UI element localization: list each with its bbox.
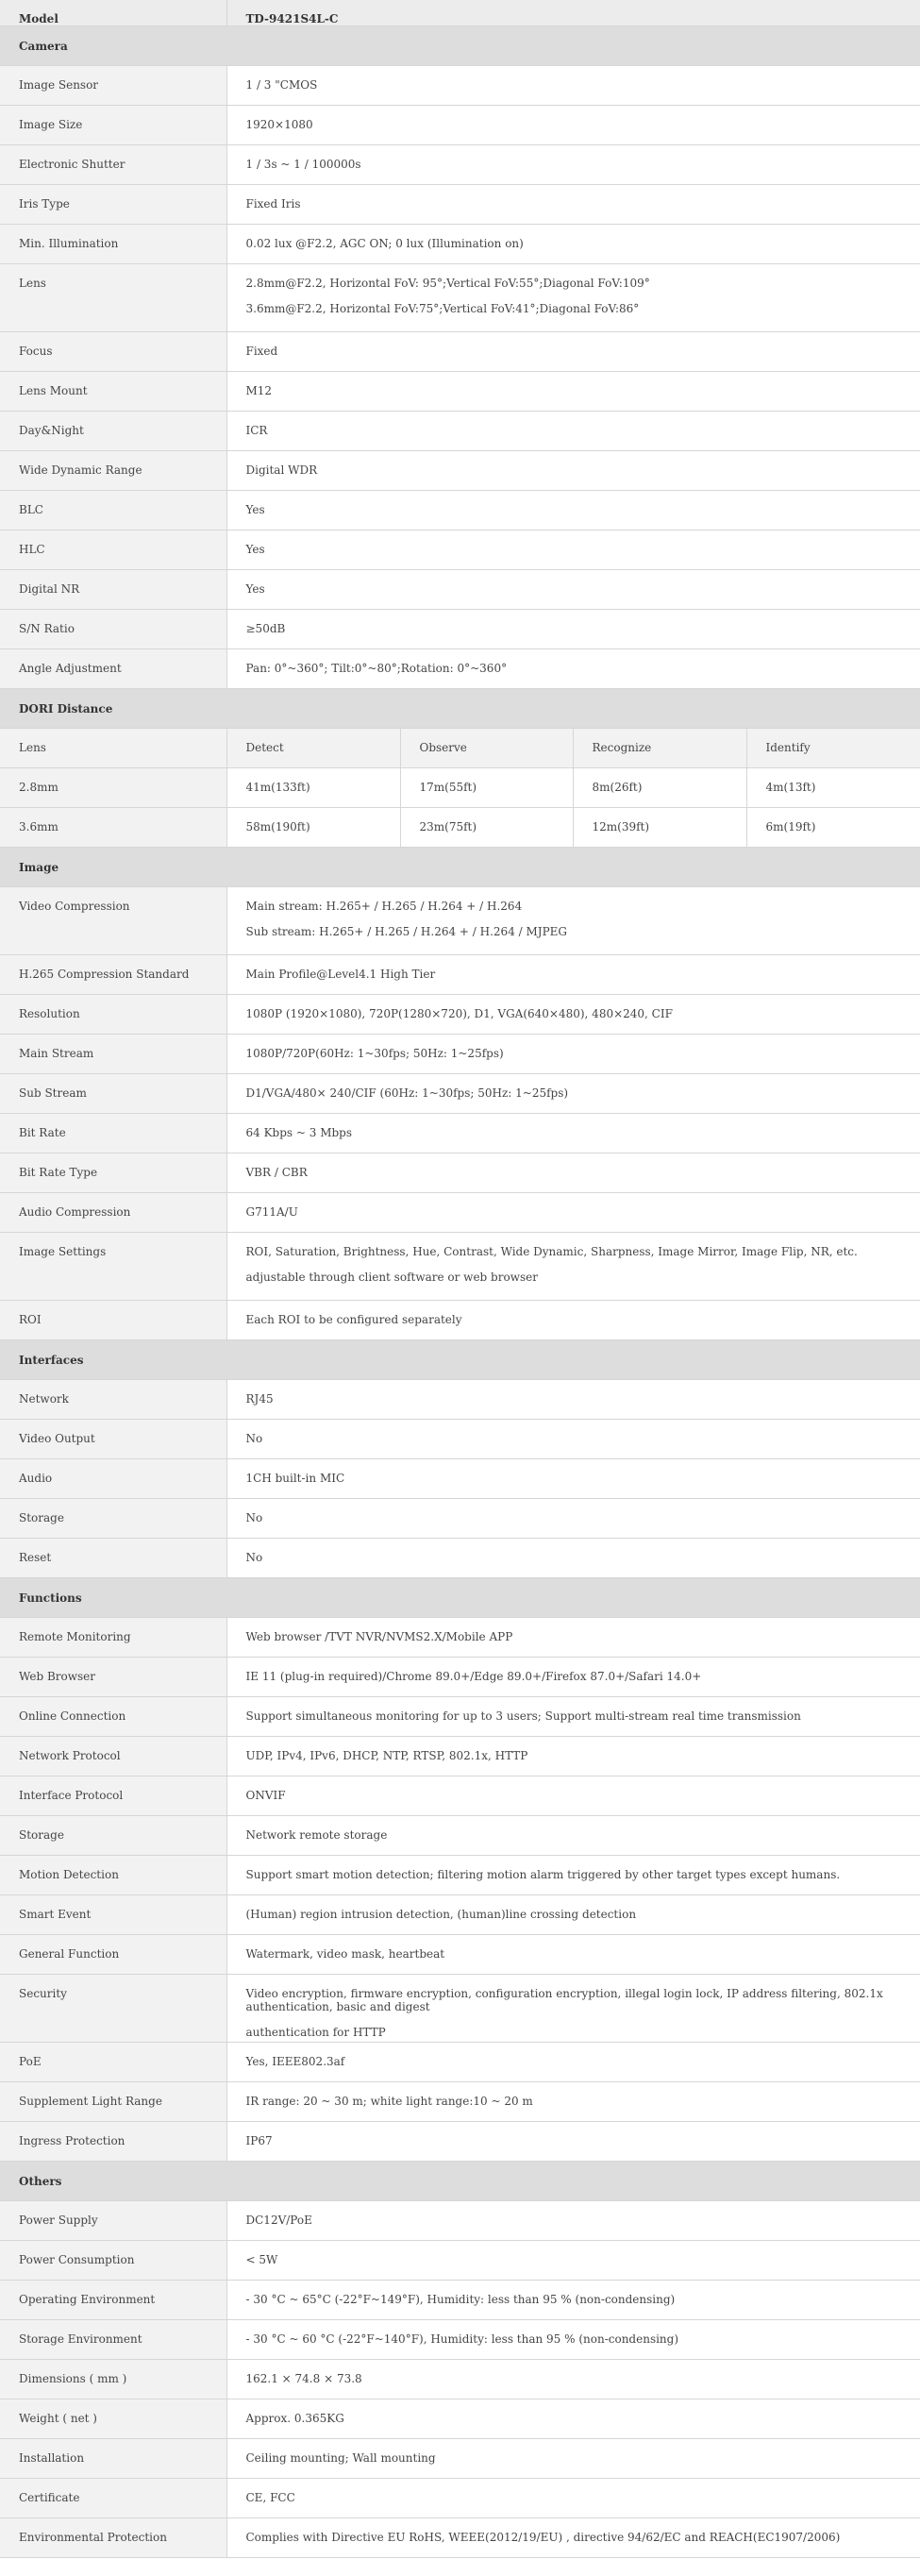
spec-value-line: Watermark, video mask, heartbeat: [245, 1947, 445, 1961]
spec-value: [226, 2320, 920, 2360]
model-value: TD-9421S4L-C: [226, 0, 920, 26]
spec-label: Lens Mount: [0, 372, 226, 412]
spec-row: [0, 887, 920, 955]
section-header-dori: [0, 689, 920, 729]
spec-row: [0, 1658, 920, 1697]
spec-row: [0, 1035, 920, 1074]
spec-row: [0, 1697, 920, 1737]
spec-row: [0, 2241, 920, 2281]
spec-value-line: IP67: [245, 2134, 273, 2147]
spec-value: [226, 995, 920, 1035]
spec-value: [226, 1499, 920, 1539]
spec-label: Network Protocol: [0, 1737, 226, 1776]
spec-label: Environmental Protection: [0, 2518, 226, 2558]
spec-row: [0, 1380, 920, 1420]
spec-row: [0, 2360, 920, 2399]
spec-value: [226, 2518, 920, 2558]
dori-column-header: Detect: [226, 729, 400, 768]
section-title: DORI Distance: [0, 689, 920, 729]
spec-label: Network: [0, 1380, 226, 1420]
spec-label: Storage Environment: [0, 2320, 226, 2360]
spec-label: Reset: [0, 1539, 226, 1578]
spec-row: [0, 1193, 920, 1233]
spec-value-line: VBR / CBR: [245, 1166, 308, 1179]
spec-row: [0, 66, 920, 106]
spec-value-line: Complies with Directive EU RoHS, WEEE(2012/19/EU) , directive 94/62/EC and REACH(EC1907/2006): [245, 2531, 841, 2544]
spec-label: Angle Adjustment: [0, 649, 226, 689]
dori-row: [0, 768, 920, 808]
spec-row: [0, 225, 920, 264]
spec-row: [0, 2399, 920, 2439]
spec-label: Web Browser: [0, 1658, 226, 1697]
dori-column-header: Lens: [0, 729, 226, 768]
spec-value: [226, 2281, 920, 2320]
spec-row: [0, 530, 920, 570]
spec-label: Bit Rate Type: [0, 1153, 226, 1193]
spec-value: [226, 1301, 920, 1340]
spec-label: Digital NR: [0, 570, 226, 610]
spec-value-line: 1 / 3 "CMOS: [245, 78, 318, 92]
spec-value: [226, 649, 920, 689]
spec-row: [0, 1816, 920, 1856]
spec-value-line: UDP, IPv4, IPv6, DHCP, NTP, RTSP, 802.1x, HTTP: [245, 1749, 528, 1762]
spec-value: [226, 2479, 920, 2518]
spec-label: Installation: [0, 2439, 226, 2479]
spec-value-line: 1 / 3s ~ 1 / 100000s: [245, 158, 361, 171]
spec-label: Iris Type: [0, 185, 226, 225]
spec-label: Weight ( net ): [0, 2399, 226, 2439]
spec-label: HLC: [0, 530, 226, 570]
spec-value-line: Support simultaneous monitoring for up to 3 users; Support multi-stream real time transmission: [245, 1709, 801, 1723]
spec-value-line: Main Profile@Level4.1 High Tier: [245, 968, 436, 981]
spec-value: [226, 610, 920, 649]
spec-row: [0, 1499, 920, 1539]
spec-value-line: (Human) region intrusion detection, (human)line crossing detection: [245, 1908, 637, 1921]
spec-row: [0, 1618, 920, 1658]
spec-value-line: D1/VGA/480× 240/CIF (60Hz: 1~30fps; 50Hz: 1~25fps): [245, 1086, 569, 1100]
spec-label: Certificate: [0, 2479, 226, 2518]
spec-label: Image Size: [0, 106, 226, 145]
spec-value: [226, 225, 920, 264]
dori-cell: 12m(39ft): [573, 808, 746, 848]
spec-value: [226, 264, 920, 332]
spec-value-line: RJ45: [245, 1392, 274, 1406]
spec-row: [0, 1539, 920, 1578]
spec-row: [0, 1737, 920, 1776]
spec-value: [226, 955, 920, 995]
section-header-camera: [0, 26, 920, 66]
spec-value-line: Yes: [245, 543, 265, 556]
spec-row: [0, 2320, 920, 2360]
spec-label: Remote Monitoring: [0, 1618, 226, 1658]
spec-value-line: Pan: 0°~360°; Tilt:0°~80°;Rotation: 0°~360°: [245, 662, 508, 675]
spec-label: Electronic Shutter: [0, 145, 226, 185]
spec-value: [226, 2122, 920, 2162]
spec-value: [226, 1697, 920, 1737]
dori-column-header: Identify: [746, 729, 920, 768]
spec-row: [0, 264, 920, 332]
spec-value: [226, 106, 920, 145]
spec-value-line: ≥50dB: [245, 622, 286, 635]
spec-row: [0, 2043, 920, 2082]
spec-value: [226, 1935, 920, 1975]
spec-value: [226, 66, 920, 106]
spec-value: [226, 332, 920, 372]
spec-value: [226, 1737, 920, 1776]
spec-value-line: < 5W: [245, 2253, 278, 2266]
spec-label: General Function: [0, 1935, 226, 1975]
spec-value-line: 162.1 × 74.8 × 73.8: [245, 2372, 362, 2385]
spec-row: [0, 1776, 920, 1816]
spec-value-line: Sub stream: H.265+ / H.265 / H.264 + / H.264 / MJPEG: [245, 925, 568, 938]
spec-value-line: G711A/U: [245, 1205, 298, 1219]
spec-label: Resolution: [0, 995, 226, 1035]
dori-cell: 2.8mm: [0, 768, 226, 808]
section-title: Functions: [0, 1578, 920, 1618]
section-title: Image: [0, 848, 920, 887]
spec-value: [226, 372, 920, 412]
spec-value: [226, 1975, 920, 2043]
spec-row: [0, 2122, 920, 2162]
spec-row: [0, 1233, 920, 1301]
spec-label: Min. Illumination: [0, 225, 226, 264]
spec-value: [226, 2399, 920, 2439]
spec-value-line: IE 11 (plug-in required)/Chrome 89.0+/Edge 89.0+/Firefox 87.0+/Safari 14.0+: [245, 1670, 702, 1683]
spec-row: [0, 185, 920, 225]
spec-row: [0, 1420, 920, 1459]
dori-cell: 41m(133ft): [226, 768, 400, 808]
spec-value-line: No: [245, 1432, 263, 1445]
spec-label: Audio Compression: [0, 1193, 226, 1233]
spec-row: [0, 106, 920, 145]
section-header-interfaces: [0, 1340, 920, 1380]
dori-column-header: Recognize: [573, 729, 746, 768]
spec-label: Motion Detection: [0, 1856, 226, 1895]
spec-value-line: ICR: [245, 424, 268, 437]
spec-value-line: Fixed Iris: [245, 197, 301, 210]
spec-row: [0, 451, 920, 491]
spec-value-line: Yes, IEEE802.3af: [245, 2055, 345, 2068]
spec-row: [0, 649, 920, 689]
spec-label: Focus: [0, 332, 226, 372]
spec-label: Storage: [0, 1499, 226, 1539]
section-header-functions: [0, 1578, 920, 1618]
spec-label: Dimensions ( mm ): [0, 2360, 226, 2399]
spec-value-line: 0.02 lux @F2.2, AGC ON; 0 lux (Illumination on): [245, 237, 524, 250]
spec-value-line: ROI, Saturation, Brightness, Hue, Contrast, Wide Dynamic, Sharpness, Image Mirror, Image Flip, NR, etc.: [245, 1245, 858, 1258]
spec-value: [226, 530, 920, 570]
spec-label: Main Stream: [0, 1035, 226, 1074]
spec-value: [226, 185, 920, 225]
spec-value: [226, 1856, 920, 1895]
spec-value-line: 2.8mm@F2.2, Horizontal FoV: 95°;Vertical FoV:55°;Diagonal FoV:109°: [245, 277, 650, 290]
section-header-others: [0, 2162, 920, 2201]
spec-label: S/N Ratio: [0, 610, 226, 649]
spec-value: [226, 2439, 920, 2479]
spec-label: Image Settings: [0, 1233, 226, 1301]
section-title: Camera: [0, 26, 920, 66]
spec-label: Sub Stream: [0, 1074, 226, 1114]
spec-value-line: DC12V/PoE: [245, 2214, 312, 2227]
spec-value-line: Yes: [245, 503, 265, 516]
spec-value-line: 1080P/720P(60Hz: 1~30fps; 50Hz: 1~25fps): [245, 1047, 504, 1060]
spec-value-line: authentication for HTTP: [245, 2026, 386, 2039]
dori-cell: 8m(26ft): [573, 768, 746, 808]
spec-label: PoE: [0, 2043, 226, 2082]
dori-cell: 23m(75ft): [400, 808, 573, 848]
spec-value: [226, 412, 920, 451]
model-row: [0, 0, 920, 26]
section-header-image: [0, 848, 920, 887]
spec-value-line: M12: [245, 384, 273, 397]
spec-value: [226, 1618, 920, 1658]
spec-label: Operating Environment: [0, 2281, 226, 2320]
spec-row: [0, 2281, 920, 2320]
spec-label: Video Compression: [0, 887, 226, 955]
spec-value: [226, 1459, 920, 1499]
spec-label: Audio: [0, 1459, 226, 1499]
spec-value: [226, 2201, 920, 2241]
spec-label: Day&Night: [0, 412, 226, 451]
spec-row: [0, 491, 920, 530]
spec-value: [226, 2360, 920, 2399]
spec-value-line: - 30 °C ~ 65°C (-22°F~149°F), Humidity: less than 95 % (non-condensing): [245, 2293, 676, 2306]
section-title: Interfaces: [0, 1340, 920, 1380]
spec-row: [0, 1074, 920, 1114]
spec-value: [226, 887, 920, 955]
spec-row: [0, 610, 920, 649]
spec-row: [0, 2201, 920, 2241]
spec-label: Wide Dynamic Range: [0, 451, 226, 491]
dori-column-header: Observe: [400, 729, 573, 768]
spec-value: [226, 1816, 920, 1856]
spec-label: Security: [0, 1975, 226, 2043]
spec-value-line: CE, FCC: [245, 2491, 295, 2504]
spec-label: H.265 Compression Standard: [0, 955, 226, 995]
spec-value: [226, 1114, 920, 1153]
spec-label: ROI: [0, 1301, 226, 1340]
spec-row: [0, 2518, 920, 2558]
spec-row: [0, 1153, 920, 1193]
spec-row: [0, 2479, 920, 2518]
spec-value: [226, 1380, 920, 1420]
spec-value-line: No: [245, 1551, 263, 1564]
spec-row: [0, 332, 920, 372]
spec-row: [0, 955, 920, 995]
spec-row: [0, 1114, 920, 1153]
spec-value-line: Each ROI to be configured separately: [245, 1313, 462, 1326]
spec-value-line: Yes: [245, 582, 265, 596]
spec-value-line: Fixed: [245, 345, 278, 358]
spec-value: [226, 1420, 920, 1459]
spec-label: Ingress Protection: [0, 2122, 226, 2162]
spec-label: Lens: [0, 264, 226, 332]
spec-value: [226, 2241, 920, 2281]
section-title: Others: [0, 2162, 920, 2201]
spec-value-line: 1920×1080: [245, 118, 313, 131]
spec-value-line: 64 Kbps ~ 3 Mbps: [245, 1126, 353, 1139]
spec-label: Storage: [0, 1816, 226, 1856]
spec-value: [226, 1895, 920, 1935]
spec-value-line: Web browser /TVT NVR/NVMS2.X/Mobile APP: [245, 1630, 513, 1643]
spec-row: [0, 145, 920, 185]
spec-label: Power Consumption: [0, 2241, 226, 2281]
spec-row: [0, 1975, 920, 2043]
spec-value-line: 1CH built-in MIC: [245, 1472, 345, 1485]
spec-value: [226, 1539, 920, 1578]
spec-value: [226, 491, 920, 530]
spec-label: BLC: [0, 491, 226, 530]
spec-value-line: Main stream: H.265+ / H.265 / H.264 + / H.264: [245, 900, 523, 913]
spec-value-line: - 30 °C ~ 60 °C (-22°F~140°F), Humidity: less than 95 % (non-condensing): [245, 2332, 679, 2346]
spec-label: Supplement Light Range: [0, 2082, 226, 2122]
spec-row: [0, 2439, 920, 2479]
spec-value-line: Ceiling mounting; Wall mounting: [245, 2451, 436, 2465]
spec-value-line: ONVIF: [245, 1789, 286, 1802]
spec-value-line: Support smart motion detection; filtering motion alarm triggered by other target types except humans.: [245, 1868, 841, 1881]
spec-row: [0, 1856, 920, 1895]
spec-value: [226, 570, 920, 610]
dori-cell: 4m(13ft): [746, 768, 920, 808]
spec-row: [0, 372, 920, 412]
spec-value-line: IR range: 20 ~ 30 m; white light range:10 ~ 20 m: [245, 2095, 533, 2108]
spec-value: [226, 2082, 920, 2122]
spec-value: [226, 1074, 920, 1114]
spec-value-line: 3.6mm@F2.2, Horizontal FoV:75°;Vertical FoV:41°;Diagonal FoV:86°: [245, 302, 640, 315]
spec-row: [0, 570, 920, 610]
spec-label: Smart Event: [0, 1895, 226, 1935]
dori-cell: 58m(190ft): [226, 808, 400, 848]
dori-cell: 3.6mm: [0, 808, 226, 848]
dori-cell: 6m(19ft): [746, 808, 920, 848]
spec-value: [226, 1776, 920, 1816]
spec-value: [226, 1035, 920, 1074]
spec-row: [0, 1301, 920, 1340]
spec-row: [0, 1459, 920, 1499]
spec-row: [0, 1895, 920, 1935]
spec-value-line: Video encryption, firmware encryption, configuration encryption, illegal login lock, IP address filtering, 802.1x authentication, basic and digest: [245, 1987, 883, 2013]
spec-value-line: Digital WDR: [245, 463, 318, 477]
spec-label: Online Connection: [0, 1697, 226, 1737]
spec-value-line: No: [245, 1511, 263, 1524]
spec-value-line: Network remote storage: [245, 1828, 388, 1842]
spec-value: [226, 2043, 920, 2082]
spec-value: [226, 1233, 920, 1301]
spec-label: Power Supply: [0, 2201, 226, 2241]
spec-value-line: adjustable through client software or web browser: [245, 1271, 538, 1284]
spec-value-line: 1080P (1920×1080), 720P(1280×720), D1, VGA(640×480), 480×240, CIF: [245, 1007, 673, 1020]
spec-row: [0, 995, 920, 1035]
dori-row: [0, 808, 920, 848]
spec-value: [226, 1153, 920, 1193]
dori-cell: 17m(55ft): [400, 768, 573, 808]
spec-value: [226, 1193, 920, 1233]
spec-value: [226, 451, 920, 491]
dori-header-row: [0, 729, 920, 768]
spec-label: Interface Protocol: [0, 1776, 226, 1816]
spec-row: [0, 2082, 920, 2122]
spec-label: Image Sensor: [0, 66, 226, 106]
spec-label: Video Output: [0, 1420, 226, 1459]
spec-value-line: Approx. 0.365KG: [245, 2412, 344, 2425]
spec-row: [0, 412, 920, 451]
spec-label: Bit Rate: [0, 1114, 226, 1153]
spec-row: [0, 1935, 920, 1975]
model-label: Model: [0, 0, 226, 26]
spec-value: [226, 1658, 920, 1697]
spec-value: [226, 145, 920, 185]
